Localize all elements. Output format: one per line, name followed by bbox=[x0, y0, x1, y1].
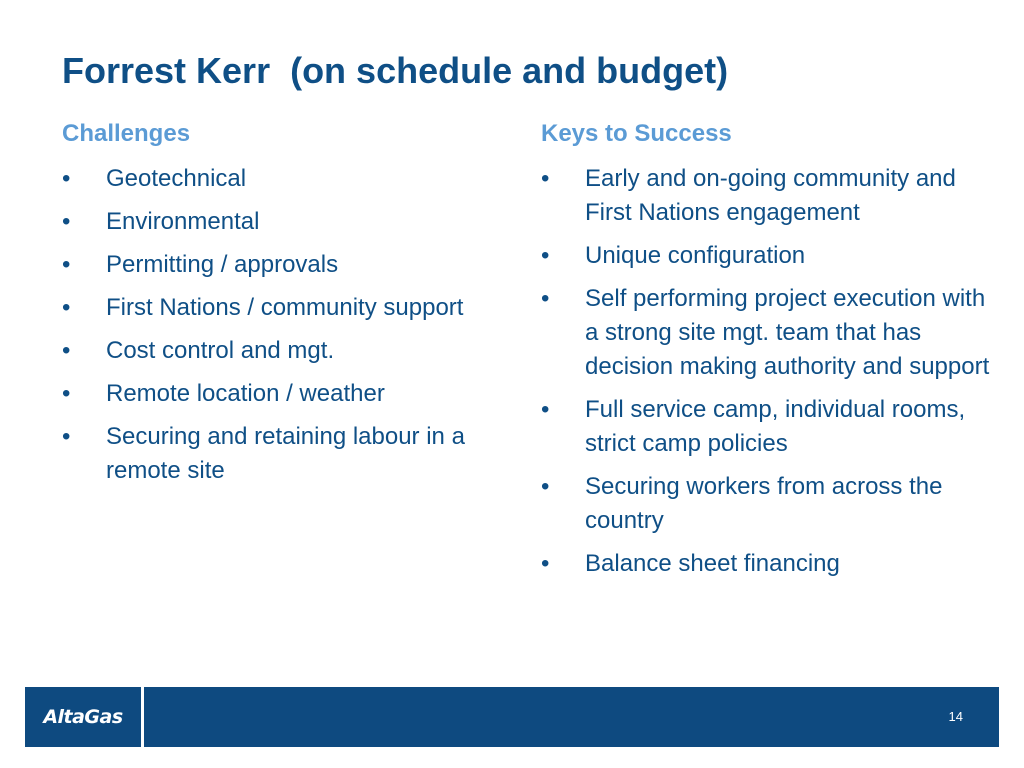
list-item bbox=[541, 547, 991, 581]
list-item bbox=[62, 291, 502, 325]
footer-band bbox=[144, 687, 999, 747]
list-item bbox=[62, 248, 502, 282]
slide-title: Forrest Kerr (on schedule and budget) bbox=[62, 50, 729, 91]
keys-list bbox=[541, 162, 991, 581]
bullet-icon: • bbox=[62, 423, 71, 450]
bullet-icon: • bbox=[62, 294, 71, 321]
challenges-list bbox=[62, 162, 502, 488]
bullet-icon: • bbox=[541, 165, 550, 192]
logo-text: AltaGas bbox=[43, 706, 123, 728]
list-item-text: Securing workers from across the country bbox=[585, 473, 943, 534]
list-item-text: Balance sheet financing bbox=[585, 550, 840, 577]
bullet-icon: • bbox=[62, 208, 71, 235]
keys-heading: Keys to Success bbox=[541, 120, 732, 147]
list-item bbox=[62, 162, 502, 196]
list-item bbox=[541, 162, 991, 230]
bullet-icon: • bbox=[62, 337, 71, 364]
list-item bbox=[541, 470, 991, 538]
list-item bbox=[541, 393, 991, 461]
bullet-icon: • bbox=[541, 242, 550, 269]
challenges-column bbox=[62, 118, 502, 497]
list-item-text: Full service camp, individual rooms, strict camp policies bbox=[585, 396, 966, 457]
list-item-text: Self performing project execution with a strong site mgt. team that has decision making authority and support bbox=[585, 285, 990, 380]
altagas-logo bbox=[25, 687, 141, 747]
list-item-text: Unique configuration bbox=[585, 242, 806, 269]
list-item bbox=[62, 420, 502, 488]
bullet-icon: • bbox=[62, 380, 71, 407]
list-item-text: Early and on-going community and First Nations engagement bbox=[585, 165, 956, 226]
list-item-text: Environmental bbox=[106, 208, 260, 235]
list-item bbox=[62, 205, 502, 239]
list-item-text: First Nations / community support bbox=[106, 294, 464, 321]
bullet-icon: • bbox=[541, 473, 550, 500]
list-item-text: Cost control and mgt. bbox=[106, 337, 335, 364]
list-item-text: Remote location / weather bbox=[106, 380, 385, 407]
list-item-text: Securing and retaining labour in a remote site bbox=[106, 423, 465, 484]
list-item-text: Geotechnical bbox=[106, 165, 247, 192]
list-item bbox=[541, 282, 991, 384]
bullet-icon: • bbox=[541, 396, 550, 423]
challenges-heading: Challenges bbox=[62, 120, 191, 147]
list-item bbox=[541, 239, 991, 273]
list-item-text: Permitting / approvals bbox=[106, 251, 339, 278]
bullet-icon: • bbox=[541, 550, 550, 577]
bullet-icon: • bbox=[541, 285, 550, 312]
list-item bbox=[62, 377, 502, 411]
list-item bbox=[62, 334, 502, 368]
bullet-icon: • bbox=[62, 165, 71, 192]
footer-bar bbox=[25, 687, 999, 747]
keys-column bbox=[541, 118, 991, 590]
page-number: 14 bbox=[948, 709, 963, 724]
bullet-icon: • bbox=[62, 251, 71, 278]
